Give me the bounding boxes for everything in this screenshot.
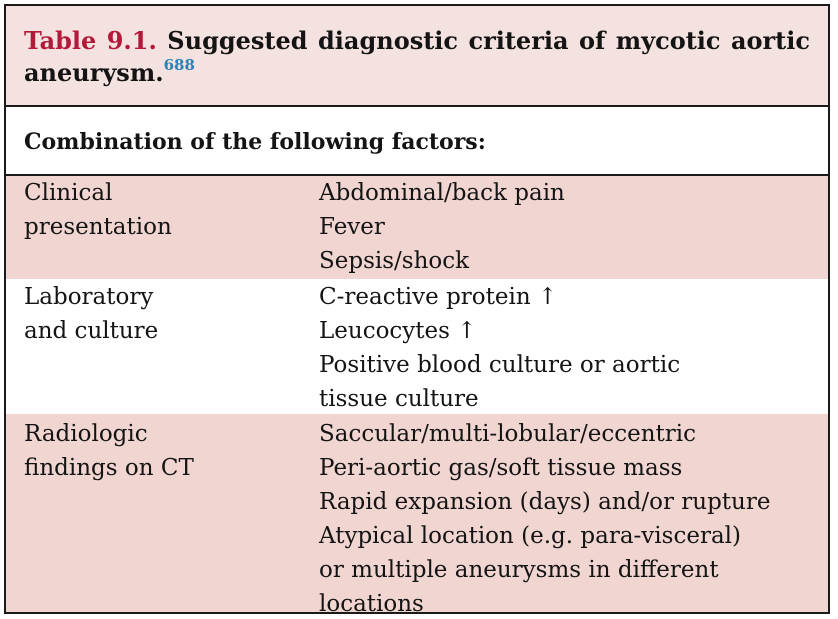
criterion-item: Fever bbox=[319, 214, 385, 240]
criterion-item: C-reactive protein ↑ bbox=[319, 284, 558, 310]
criterion-item: Abdominal/back pain bbox=[319, 180, 565, 206]
criterion-item: Rapid expansion (days) and/or rupture bbox=[319, 489, 771, 515]
criterion-item: Leucocytes ↑ bbox=[319, 318, 477, 344]
criterion-item: Saccular/multi-lobular/eccentric bbox=[319, 421, 697, 447]
table-subheading: Combination of the following factors: bbox=[6, 107, 828, 176]
row-items bbox=[319, 176, 828, 279]
criterion-item: locations bbox=[319, 591, 424, 614]
row-category bbox=[6, 280, 319, 414]
table-row-clinical bbox=[6, 176, 828, 279]
row-category bbox=[6, 176, 319, 279]
table-row-radiologic bbox=[6, 414, 828, 614]
row-items bbox=[319, 417, 828, 614]
table-title: Suggested diagnostic criteria of mycotic aortic aneurysm. bbox=[24, 26, 810, 87]
category-line: Laboratory bbox=[24, 284, 154, 310]
criterion-item: Peri-aortic gas/soft tissue mass bbox=[319, 455, 683, 481]
criterion-item: Positive blood culture or aortic bbox=[319, 352, 681, 378]
category-line: Radiologic bbox=[24, 421, 148, 447]
category-line: findings on CT bbox=[24, 455, 194, 481]
table-row-laboratory bbox=[6, 279, 828, 414]
reference-superscript[interactable]: 688 bbox=[163, 56, 195, 74]
category-line: Clinical bbox=[24, 180, 113, 206]
category-line: and culture bbox=[24, 318, 159, 344]
table-caption bbox=[6, 6, 828, 107]
row-category bbox=[6, 417, 319, 614]
criterion-item: or multiple aneurysms in different bbox=[319, 557, 719, 583]
criteria-table bbox=[4, 4, 830, 614]
criterion-item: tissue culture bbox=[319, 386, 479, 412]
criterion-item: Sepsis/shock bbox=[319, 248, 470, 274]
criterion-item: Atypical location (e.g. para-visceral) bbox=[319, 523, 741, 549]
category-line: presentation bbox=[24, 214, 172, 240]
table-label: Table 9.1. bbox=[24, 26, 157, 55]
row-items bbox=[319, 280, 828, 414]
